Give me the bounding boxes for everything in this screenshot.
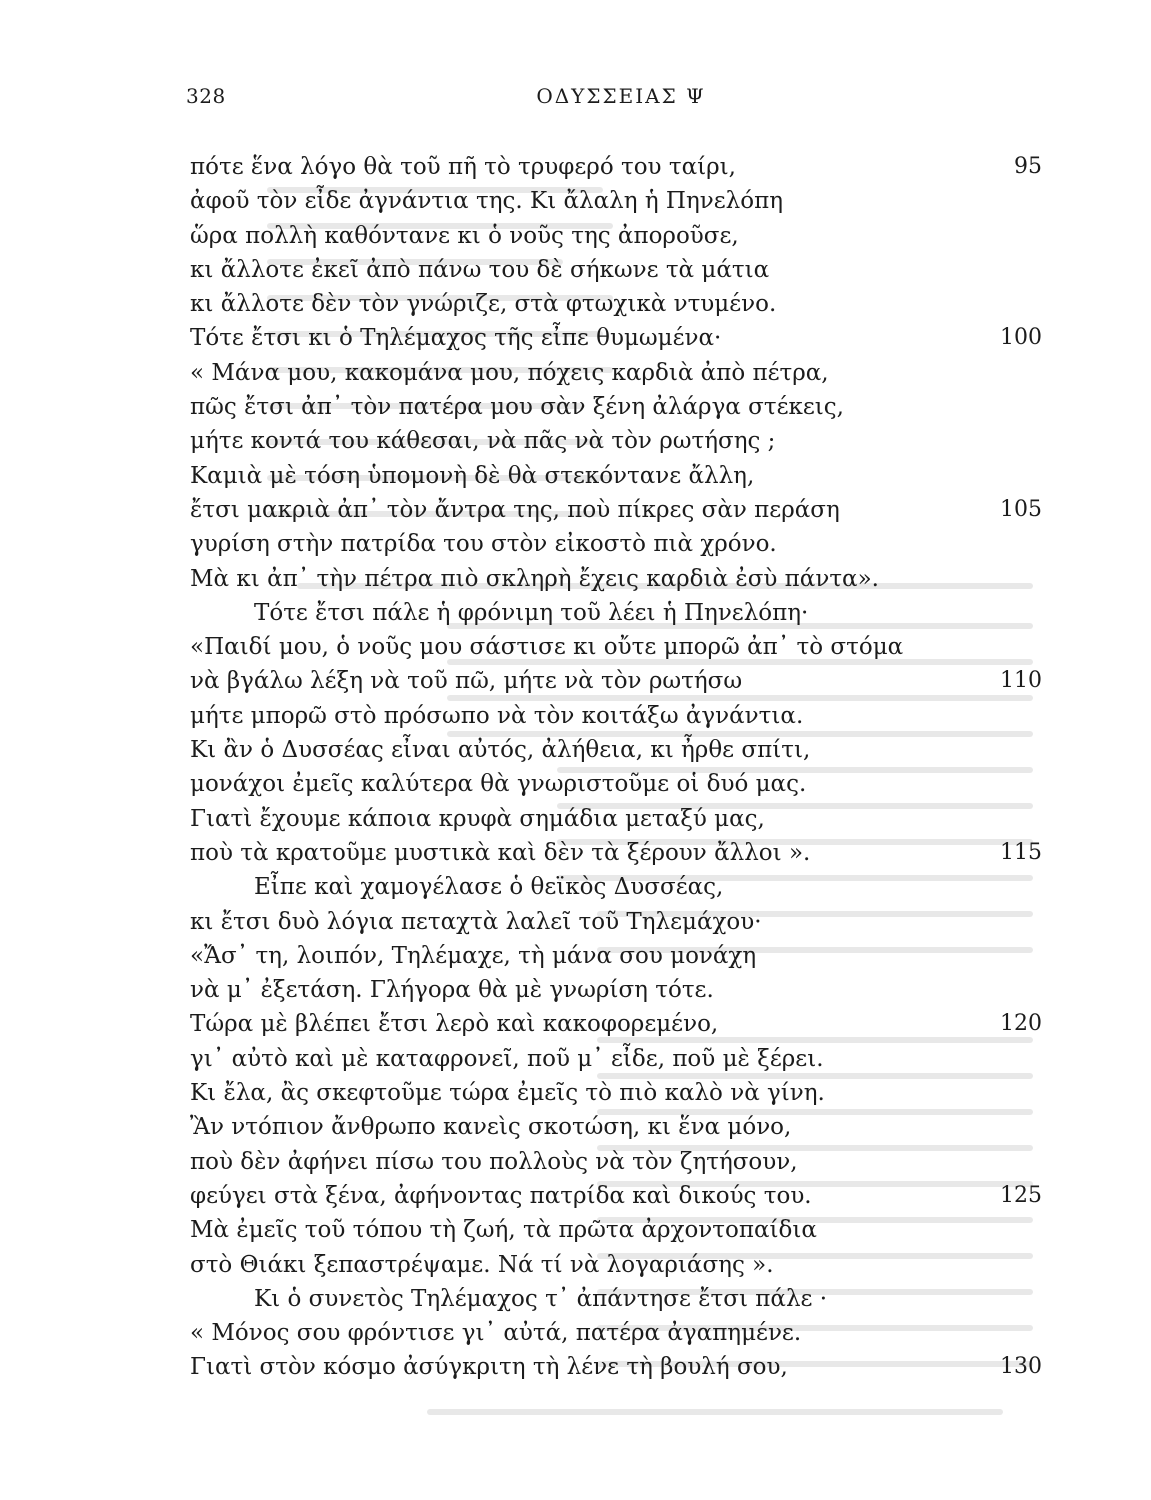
verse-text: Γιατὶ στὸν κόσμο ἀσύγκριτη τὴ λένε τὴ βουλή σου,	[190, 1354, 788, 1381]
verse-text: Εἶπε καὶ χαμογέλασε ὁ θεϊκὸς Δυσσέας,	[254, 874, 724, 901]
verse-line	[190, 596, 1060, 630]
verse-text: στὸ Θιάκι ξεπαστρέψαμε. Νά τί νὰ λογαριάσης ».	[190, 1251, 774, 1278]
page-number: 328	[186, 84, 226, 108]
verse-text: πότε ἕνα λόγο θὰ τοῦ πῆ τὸ τρυφερό του ταίρι,	[190, 154, 736, 180]
verse-line	[190, 184, 1060, 218]
verse-text: ποὺ δὲν ἀφήνει πίσω του πολλοὺς νὰ τὸν ζητήσουν,	[190, 1148, 798, 1175]
line-number: 95	[1014, 154, 1042, 179]
line-number: 105	[1000, 496, 1042, 522]
verse-text: ἔτσι μακριὰ ἀπ᾽ τὸν ἄντρα της, ποὺ πίκρες σὰν περάση	[190, 496, 840, 523]
verse-line	[190, 1248, 1060, 1282]
line-number: 110	[1000, 668, 1042, 694]
verse-line	[190, 321, 1060, 355]
verse-line	[190, 1179, 1060, 1213]
verse-text: Κι ἂν ὁ Δυσσέας εἶναι αὐτός, ἀλήθεια, κι ἦρθε σπίτι,	[190, 737, 811, 764]
verse-line	[190, 1042, 1060, 1076]
verse-text: Κι ὁ συνετὸς Τηλέμαχος τ᾽ ἀπάντησε ἔτσι πάλε ·	[254, 1285, 828, 1312]
verse-text: « Μάνα μου, κακομάνα μου, πόχεις καρδιὰ ἀπὸ πέτρα,	[190, 359, 829, 386]
verse-line	[190, 699, 1060, 733]
verse-line	[190, 459, 1060, 493]
verse-line	[190, 630, 1060, 664]
verse-text: κι ἔτσι δυὸ λόγια πεταχτὰ λαλεῖ τοῦ Τηλεμάχου·	[190, 908, 762, 935]
verse-line	[190, 424, 1060, 458]
verse-text: γυρίση στὴν πατρίδα του στὸν εἰκοστὸ πιὰ χρόνο.	[190, 531, 777, 558]
verse-line	[190, 150, 1060, 184]
verse-line	[190, 1316, 1060, 1350]
verse-text: Τότε ἔτσι πάλε ἡ φρόνιμη τοῦ λέει ἡ Πηνελόπη·	[254, 599, 809, 626]
verse-line	[190, 767, 1060, 801]
verse-text: γι᾽ αὐτὸ καὶ μὲ καταφρονεῖ, ποῦ μ᾽ εἶδε, ποῦ μὲ ξέρει.	[190, 1045, 824, 1072]
verse-line	[190, 973, 1060, 1007]
verse-text: ποὺ τὰ κρατοῦμε μυστικὰ καὶ δὲν τὰ ξέρουν ἄλλοι ».	[190, 839, 811, 866]
verse-text: Τότε ἔτσι κι ὁ Τηλέμαχος τῆς εἶπε θυμωμένα·	[190, 325, 722, 352]
running-title: ΟΔΥΣΣΕΙΑΣ Ψ	[536, 84, 706, 108]
verse-text: « Μόνος σου φρόντισε γι᾽ αὐτά, πατέρα ἀγαπημένε.	[190, 1320, 802, 1347]
verse-line	[190, 1213, 1060, 1247]
verse-line	[190, 527, 1060, 561]
verse-text: Ἂν ντόπιον ἄνθρωπο κανεὶς σκοτώση, κι ἕνα μόνο,	[190, 1114, 792, 1141]
verse-line	[190, 253, 1060, 287]
verse-line	[190, 1076, 1060, 1110]
verse-line	[190, 219, 1060, 253]
verse-text: μήτε κοντά του κάθεσαι, νὰ πᾶς νὰ τὸν ρωτήσης ;	[190, 428, 776, 455]
verse-text: νὰ μ᾽ ἐξετάση. Γλήγορα θὰ μὲ γνωρίση τότε.	[190, 977, 714, 1004]
verse-line	[190, 733, 1060, 767]
verse-line	[190, 493, 1060, 527]
verse-line	[190, 664, 1060, 698]
verse-line	[190, 562, 1060, 596]
verse-text: μήτε μπορῶ στὸ πρόσωπο νὰ τὸν κοιτάξω ἀγνάντια.	[190, 702, 804, 729]
verse-line	[190, 390, 1060, 424]
verse-text: Μὰ ἐμεῖς τοῦ τόπου τὴ ζωή, τὰ πρῶτα ἀρχοντοπαίδια	[190, 1217, 817, 1244]
verse-line	[190, 905, 1060, 939]
verse-text: ἀφοῦ τὸν εἶδε ἀγνάντια της. Κι ἄλαλη ἡ Πηνελόπη	[190, 188, 783, 215]
verse-line	[190, 1110, 1060, 1144]
page-header	[186, 84, 1056, 118]
line-number: 125	[1000, 1182, 1042, 1208]
verse-text: μονάχοι ἐμεῖς καλύτερα θὰ γνωριστοῦμε οἱ δυό μας.	[190, 771, 807, 798]
verse-text: Καμιὰ μὲ τόση ὑπομονὴ δὲ θὰ στεκόντανε ἄλλη,	[190, 462, 755, 489]
verse-line	[190, 1145, 1060, 1179]
verse-text: «Παιδί μου, ὁ νοῦς μου σάστισε κι οὔτε μπορῶ ἀπ᾽ τὸ στόμα	[190, 634, 904, 661]
verse-line	[190, 870, 1060, 904]
verse-line	[190, 802, 1060, 836]
verse-text: ὥρα πολλὴ καθόντανε κι ὁ νοῦς της ἀποροῦσε,	[190, 222, 739, 249]
verse-line	[190, 356, 1060, 390]
verse-text: φεύγει στὰ ξένα, ἀφήνοντας πατρίδα καὶ δικούς του.	[190, 1182, 812, 1209]
verse-line	[190, 287, 1060, 321]
verse-text: πῶς ἔτσι ἀπ᾽ τὸν πατέρα μου σὰν ξένη ἀλάργα στέκεις,	[190, 394, 844, 421]
line-number: 100	[1000, 325, 1042, 351]
verse-text: Γιατὶ ἔχουμε κάποια κρυφὰ σημάδια μεταξύ μας,	[190, 805, 765, 832]
verse-text: Κι ἔλα, ἂς σκεφτοῦμε τώρα ἐμεῖς τὸ πιὸ καλὸ νὰ γίνη.	[190, 1080, 825, 1107]
verse-text: νὰ βγάλω λέξη νὰ τοῦ πῶ, μήτε νὰ τὸν ρωτήσω	[190, 668, 743, 695]
line-number: 115	[1000, 839, 1042, 865]
verse-line	[190, 1007, 1060, 1041]
verse-line	[190, 939, 1060, 973]
verse-line	[190, 1282, 1060, 1316]
verse-text: Τώρα μὲ βλέπει ἔτσι λερὸ καὶ κακοφορεμένο,	[190, 1011, 719, 1038]
verse-text: κι ἄλλοτε ἐκεῖ ἀπὸ πάνω του δὲ σήκωνε τὰ μάτια	[190, 256, 770, 283]
verse-text: κι ἄλλοτε δὲν τὸν γνώριζε, στὰ φτωχικὰ ντυμένο.	[190, 291, 777, 318]
verse-line	[190, 836, 1060, 870]
verse-text: «Ἄσ᾽ τη, λοιπόν, Τηλέμαχε, τὴ μάνα σου μονάχη	[190, 942, 757, 969]
line-number: 130	[1000, 1354, 1042, 1380]
verse-text: Μὰ κι ἀπ᾽ τὴν πέτρα πιὸ σκληρὴ ἔχεις καρδιὰ ἐσὺ πάντα».	[190, 565, 879, 592]
verse-line	[190, 1350, 1060, 1384]
verse-lines	[190, 150, 1060, 1385]
line-number: 120	[1000, 1011, 1042, 1037]
